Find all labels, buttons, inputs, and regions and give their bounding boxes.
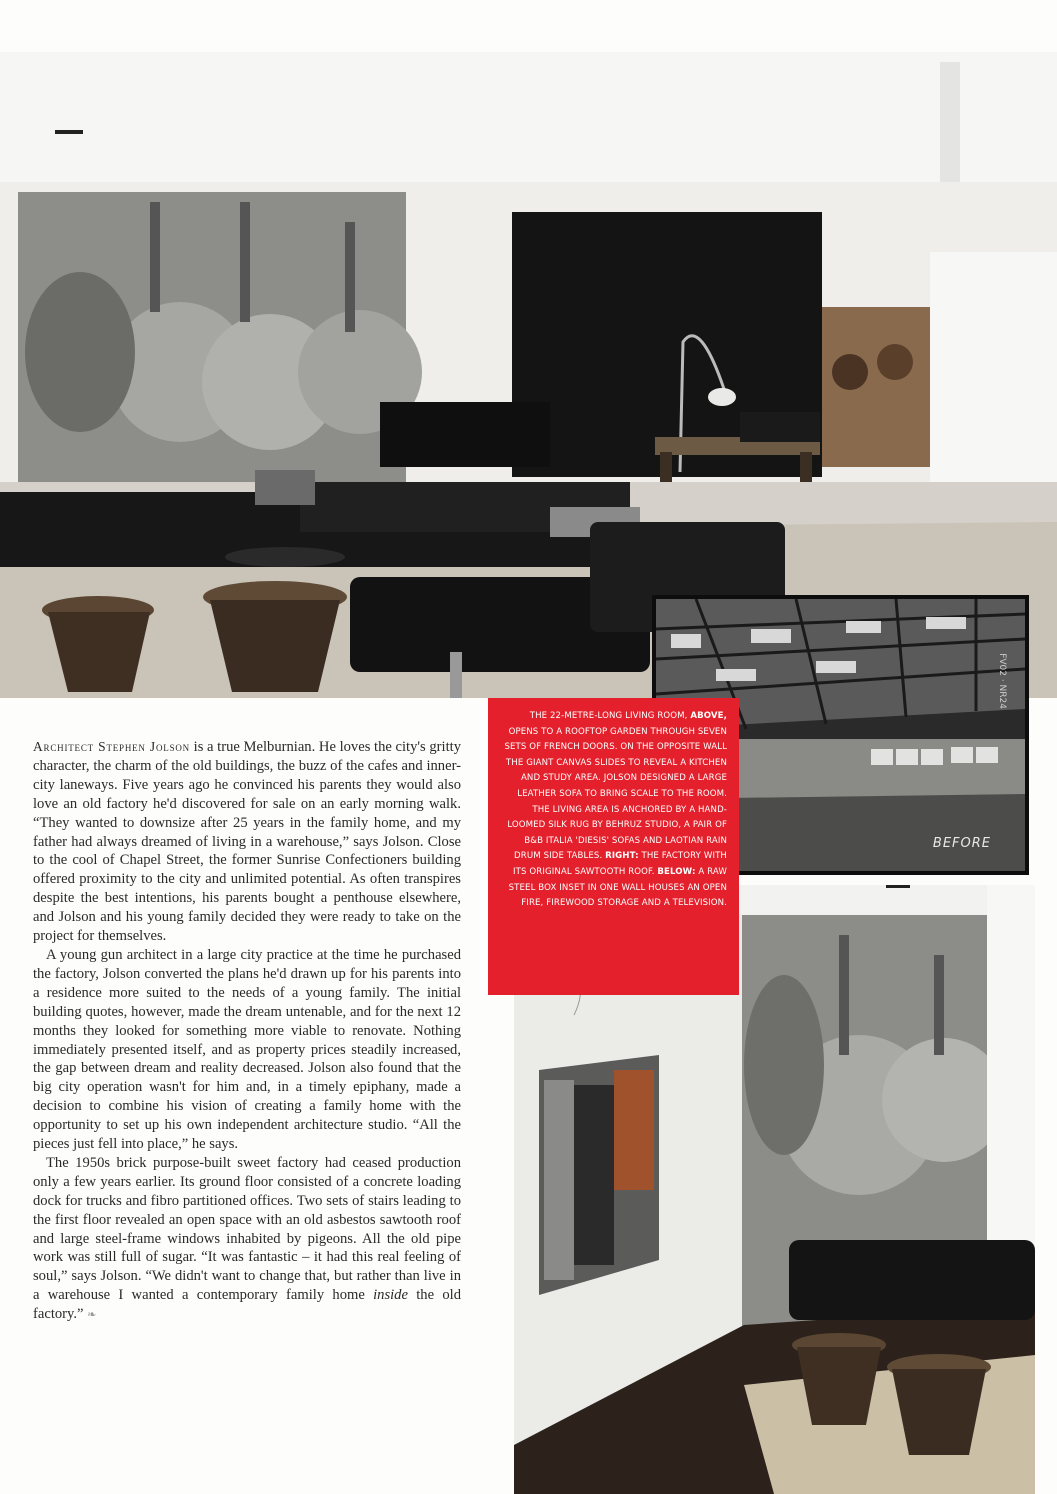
photo-credit: FV02 · NR24: [997, 653, 1007, 709]
before-label: BEFORE: [932, 836, 991, 851]
article-body: [33, 738, 461, 1325]
article-paragraph-1: [33, 738, 461, 946]
caption-text-3: THE FACTORY WITH ITS ORIGINAL SAWTOOTH ROOF.: [513, 851, 727, 877]
caption-below-label: BELOW:: [657, 866, 696, 877]
caption-text-4: A RAW STEEL BOX INSET IN ONE WALL HOUSES AN OPEN FIRE, FIREWOOD STORAGE AND A TELEVISION.: [508, 866, 727, 909]
caption-text-1: THE 22-METRE-LONG LIVING ROOM,: [529, 711, 691, 721]
caption-text-2: OPENS TO A ROOFTOP GARDEN THROUGH SEVEN SETS OF FRENCH DOORS. ON THE OPPOSITE WALL THE GIANT CANVAS SLIDES TO REVEAL A KITCHEN AND STUDY AREA. JOLSON DESIGNED A LARGE LEATHER SOFA TO BRING SCALE TO THE ROOM. THE LIVING AREA IS ANCHORED BY A HAND-LOOMED SILK RUG BY BEHRUZ STUDIO, A PAIR OF B&B ITALIA 'DIESIS' SOFAS AND LAOTIAN RAIN DRUM SIDE TABLES.: [504, 726, 727, 862]
paragraph-3-italic: inside: [373, 1287, 408, 1304]
caption-right-label: RIGHT:: [605, 851, 639, 862]
photo-caption: [488, 698, 739, 995]
paragraph-3-end: the old factory.”: [33, 1287, 461, 1323]
caption-above-label: ABOVE,: [690, 711, 727, 721]
paragraph-3-text: The 1950s brick purpose-built sweet factory had ceased production only a few years earlier. Its ground floor consisted of a concrete loading dock for trucks and fibro partitioned offices. Two sets of stairs leading to the first floor revealed an open space with an old asbestos sawtooth roof and large steel-frame windows inhabited by pigeons. All the old pipe work was still full of sugar. “It was fantastic – it had this real feeling of soul,” says Jolson. “We didn't want to change that, but rather than live in a warehouse I wanted a contemporary family home: [33, 1154, 461, 1304]
end-of-article-mark: ❧: [87, 1309, 97, 1322]
article-paragraph-2: A young gun architect in a large city practice at the time he purchased the factory, Jolson converted the plans he'd drawn up for his parents into a residence more suited to the needs of a young family. The initial building quotes, however, made the dream untenable, and for the next 12 months they looked for something more viable to renovate. Nothing immediately presented itself, and as property prices steadily increased, the gap between dream and reality decreased. Jolson also found that the big city operation wasn't for him and, in a timely epiphany, made a decision to combine his vision of creating a family home with the opportunity to set up his own independent architecture studio. “All the pieces just fell into place,” he says.: [33, 946, 461, 1153]
article-paragraph-3: [33, 1154, 461, 1325]
article-lead-in: Architect Stephen Jolson: [33, 739, 190, 754]
paragraph-1-text: is a true Melburnian. He loves the city's gritty character, the charm of the old buildings, the buzz of the cafes and inner-city laneways. Five years ago he convinced his parents they would also love an old factory he'd discovered for sale on an early morning walk. “They wanted to downsize after 25 years in the family home, and my father had always dreamed of living in a warehouse,” says Jolson. Close to the cool of Chapel Street, the former Sunrise Confectioners building offered proximity to the city and unlimited potential. As often transpires despite the best intentions, his parents bought a penthouse elsewhere, and Jolson and his young family decided they were ready to take on the project for themselves.: [33, 739, 461, 945]
